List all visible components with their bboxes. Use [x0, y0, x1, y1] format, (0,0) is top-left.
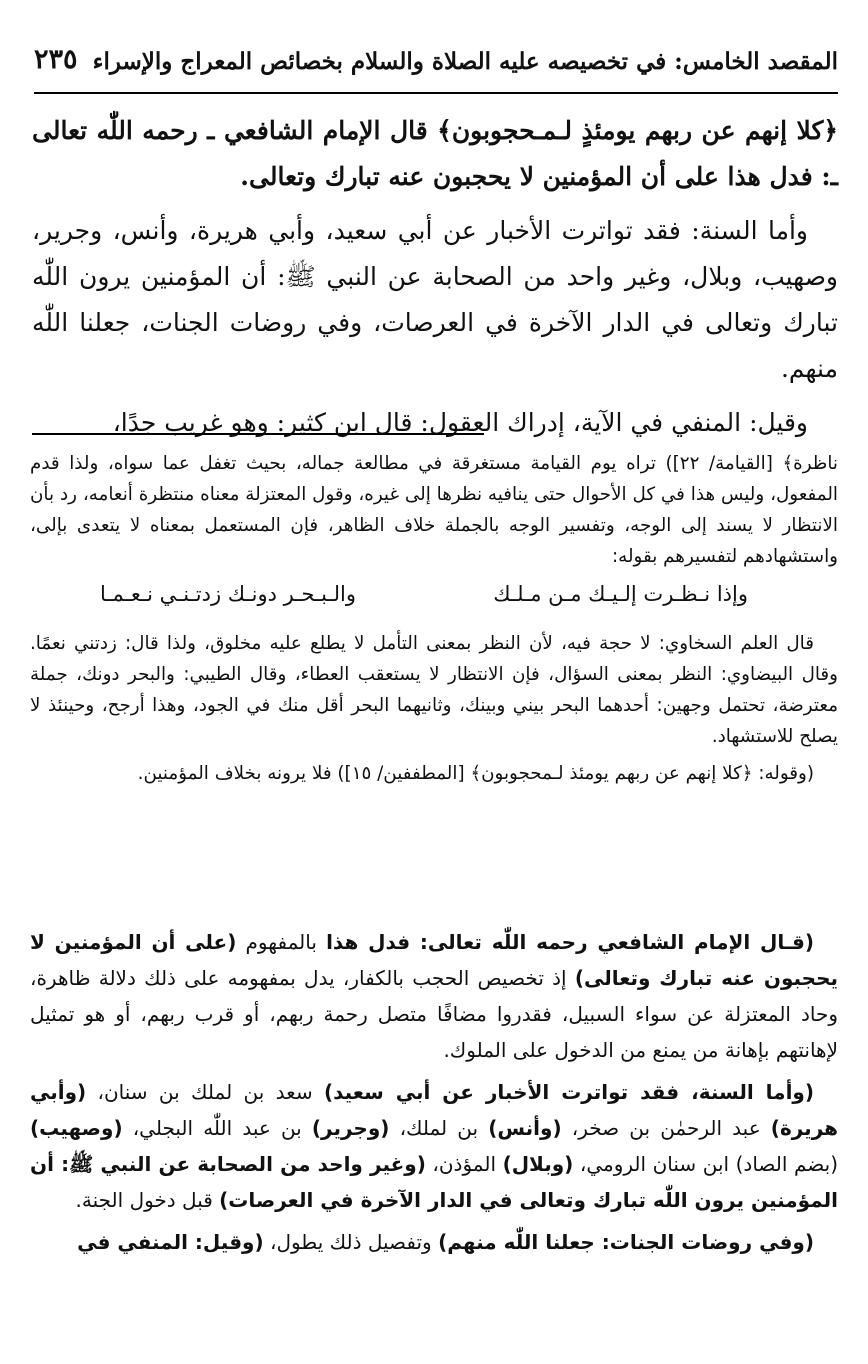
page-header [34, 42, 838, 94]
quoted-matn: (وفي روضات الجنات: جعلنا اللّٰه منهم) [438, 1230, 814, 1254]
notes-paragraph: ناظرة﴾ [القيامة/ ٢٢]) تراه يوم القيامة مستغرقة في مطالعة جماله، بحيث تغفل عما سواه، ولذا قدم المفعول، وليس هذا في كل الأحوال حتى ينافيه نظرها إلى غيره، وقول المعتزلة معناه منتظرة أنعامه، رد بأن الانتظار لا يسند إلى الوجه، وتفسير الوجه بالجملة خلاف الظاهر، فإن المستعمل بمعناه لا يتعدى بإلى، واستشهادهم لتفسيرهم بقوله: [30, 453, 838, 567]
commentary-paragraph [30, 1074, 838, 1218]
quoted-matn: (وغير واحد من الصحابة عن النبي ﷺ: أن المؤمنين يرون اللّٰه تبارك وتعالى في الدار الآخرة في العرصات) [30, 1152, 838, 1212]
poetry-verse [30, 578, 838, 618]
commentary-text-run: إذ تخصيص الحجب بالكفار، يدل بمفهومه على ذلك دلالة ظاهرة، وحاد المعتزلة عن سواء السبيل، فقدروا مضافًا متصل رحمة ربهم، أو قرب ربهم، أو هو تمثيل لإهانتهم بإهانة من يمنع من الدخول على الملوك. [30, 966, 838, 1062]
notes-paragraph: (وقوله: ﴿كلا إنهم عن ربهم يومئذ لـمحجوبون﴾ [المطففين/ ١٥]) فلا يرونه بخلاف المؤمنين. [137, 763, 814, 784]
commentary-text-run: قبل دخول الجنة. [75, 1188, 220, 1212]
quoted-matn: (على أن المؤمنين لا يحجبون عنه تبارك وتعالى) [30, 930, 839, 990]
quoted-matn: (وصهيب) [30, 1116, 123, 1140]
commentary-paragraph [30, 924, 838, 1068]
verse-hemistich-left: والـبـحـر دونـك زدتـنـي نـعـمـا [100, 582, 356, 606]
quoted-matn: (وأبي هريرة) [30, 1080, 839, 1140]
commentary-text-run: (بضم الصاد) ابن سنان الرومي، [573, 1152, 838, 1176]
commentary-text-run: المؤذن، [425, 1152, 503, 1176]
quoted-matn: (وجرير) [311, 1116, 390, 1140]
main-text [32, 108, 838, 454]
quoted-matn: (وأنس) [488, 1116, 562, 1140]
main-paragraph: ﴿كلا إنهم عن ربهم يومئذٍ لـمـحجوبون﴾ قال الإمام الشافعي ـ رحمه اللّٰه تعالى ـ: فدل هذا على أن المؤمنين لا يحجبون عنه تبارك وتعالى. [32, 116, 838, 191]
commentary-text-run: بالمفهوم [236, 930, 327, 954]
quoted-matn: (وبلال) [502, 1152, 574, 1176]
main-paragraph: وأما السنة: فقد تواترت الأخبار عن أبي سعيد، وأبي هريرة، وأنس، وجرير، وصهيب، وبلال، وغير واحد من الصحابة عن النبي ﷺ: أن المؤمنين يرون اللّٰه تبارك وتعالى في الدار الآخرة في العرصات، وفي روضات الجنات، جعلنا اللّٰه منهم. [32, 216, 838, 383]
commentary-text-run: سعد بن لملك بن سنان، [86, 1080, 324, 1104]
notes-paragraph: قال العلم السخاوي: لا حجة فيه، لأن النظر بمعنى التأمل لا يطلع عليه مخلوق، ولذا قال: زدتني نعمًا. وقال البيضاوي: النظر بمعنى السؤال، فإن الانتظار لا يستعقب العطاء، وقال الطيبي: والبحر دونك، جملة معترضة، تحتمل وجهين: أحدهما البحر بيني وبينك، وثانيهما البحر أقل منك في الجود، وهذا أرجح، وحينئذ لا يصلح للاستشهاد. [30, 633, 838, 747]
quoted-matn: (وقيل: المنفي في [77, 1230, 264, 1254]
running-title: المقصد الخامس: في تخصيصه عليه الصلاة والسلام بخصائص المعراج والإسراء [92, 48, 838, 75]
footnote-divider [32, 433, 484, 435]
commentary-text-run: وتفصيل ذلك يطول، [263, 1230, 439, 1254]
commentary-paragraph [30, 1224, 838, 1260]
commentary-text-run: بن عبد اللّٰه البجلي، [122, 1116, 312, 1140]
commentary-text-run: عبد الرحمٰن بن صخر، [561, 1116, 771, 1140]
quoted-matn: (قـال الإمام الشافعي رحمه اللّٰه تعالى: فدل هذا [326, 930, 814, 954]
commentary-notes [30, 448, 838, 795]
commentary-text [30, 924, 838, 1266]
page-number: ٢٣٥ [34, 44, 78, 75]
quoted-matn: (وأما السنة، فقد تواترت الأخبار عن أبي سعيد) [323, 1080, 814, 1104]
main-paragraph: وقيل: المنفي في الآية، إدراك العقول: قال ابن كثير: وهو غريب جدًا، [112, 408, 808, 437]
verse-hemistich-right: وإذا نـظـرت إلـيـك مـن مـلـك [493, 582, 748, 606]
commentary-text-run: بن لملك، [389, 1116, 489, 1140]
